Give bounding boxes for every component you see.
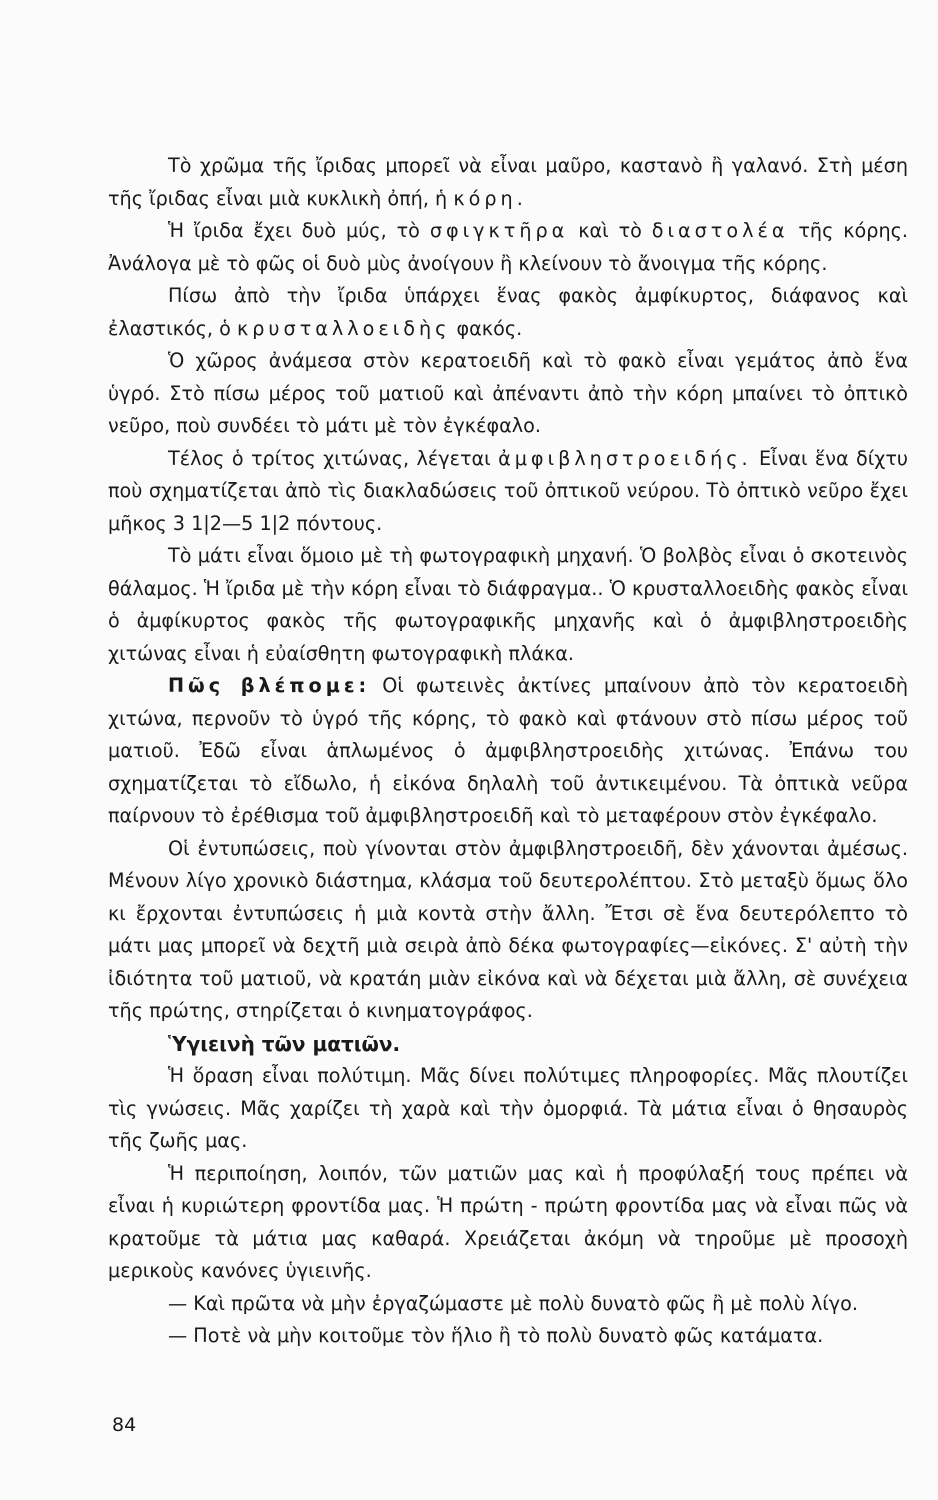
spaced-term-krystalloeidis: κρυσταλλοειδὴς [236,316,451,340]
paragraph-impressions: Οἱ ἐντυπώσεις, ποὺ γίνονται στὸν ἀμφιβληστροειδῆ, δὲν χάνονται ἀμέσως. Μένουν λίγο χρονικὸ διάστημα, κλάσμα τοῦ δευτερολέπτου. Στὸ μεταξὺ ὅμως ὅλο κι ἔρχονται ἐντυπώσεις ἡ μιὰ κοντὰ στὴν ἄλλη. Ἔτσι σὲ ἕνα δευτερόλεπτο τὸ μάτι μας μπορεῖ νὰ δεχτῆ μιὰ σειρὰ ἀπὸ δέκα φωτογραφίες—εἰκόνες. Σ' αὐτὴ τὴν ἰδιότητα τοῦ ματιοῦ, νὰ κρατάη μιὰν εἰκόνα καὶ νὰ δέχεται μιὰ ἄλλη, σὲ συνέχεια τῆς πρώτης, στηρίζεται ὁ κινηματογράφος. [108,836,908,1022]
rule-light: — Καὶ πρῶτα νὰ μὴν ἐργαζώμαστε μὲ πολὺ δυνατὸ φῶς ἢ μὲ πολὺ λίγο. [168,1291,858,1315]
rule-sun: — Ποτὲ νὰ μὴν κοιτοῦμε τὸν ἥλιο ἢ τὸ πολὺ δυνατὸ φῶς κατάματα. [168,1324,824,1347]
paragraph-camera-analogy: Τὸ μάτι εἶναι ὅμοιο μὲ τὴ φωτογραφικὴ μηχανή. Ὁ βολβὸς εἶναι ὁ σκοτεινὸς θάλαμος. Ἡ ἴριδα μὲ τὴν κόρη εἶναι τὸ διάφραγμα.. Ὁ κρυσταλλοειδὴς φακὸς εἶναι ὁ ἀμφίκυρτος φακὸς τῆς φωτογραφικῆς μηχανῆς καὶ ὁ ἀμφιβληστροειδὴς χιτώνας εἶναι ἡ εὐαίσθητη φωτογραφικὴ πλάκα. [108,544,908,665]
paragraph-iris-muscles: Ἡ ἴριδα ἔχει δυὸ μύς, τὸ σφιγκτῆρα καὶ τὸ διαστολέα τῆς κόρης. Ἀνάλογα μὲ τὸ φῶς οἱ δυὸ μὺς ἀνοίγουν ἢ κλείνουν τὸ ἄνοιγμα τῆς κόρης. [108,219,908,275]
paragraph-how-we-see: Πῶς βλέπομε: Οἱ φωτεινὲς ἀκτίνες μπαίνουν ἀπὸ τὸν κερατοειδὴ χιτώνα, περνοῦν τὸ ὑγρό τῆς κόρης, τὸ φακὸ καὶ φτάνουν στὸ πίσω μέρος τοῦ ματιοῦ. Ἐδῶ εἶναι ἁπλωμένος ὁ ἀμφιβληστροειδὴς χιτώνας. Ἐπάνω του σχηματίζεται τὸ εἴδωλο, ἡ εἰκόνα δηλαλὴ τοῦ ἀντικειμένου. Τὰ ὀπτικὰ νεῦρα παίρνουν τὸ ἐρέθισμα τοῦ ἀμφιβληστροειδῆ καὶ τὸ μεταφέρουν στὸν ἐγκέφαλο. [108,674,908,827]
spaced-term-amfivlistroeidis: ἀμφιβληστροειδής. [498,446,752,470]
spaced-term-sfigktira: σφιγκτῆρα [429,219,569,242]
section-heading: Ὑγιεινὴ τῶν ματιῶν. [168,1031,401,1056]
spaced-term-kori: κόρη. [453,186,527,210]
page-body [108,150,908,1353]
paragraph-lens: Πίσω ἀπὸ τὴν ἴριδα ὑπάρχει ἕνας φακὸς ἀμφίκυρτος, διάφανος καὶ ἐλαστικός, ὁ κρυσταλλοειδὴς φακός. [108,284,908,340]
paragraph-iris-color: Τὸ χρῶμα τῆς ἴριδας μπορεῖ νὰ εἶναι μαῦρο, καστανὸ ἢ γαλανό. Στὴ μέση τῆς ἴριδας εἶναι μιὰ κυκλικὴ ὀπή, ἡ κόρη. [108,154,908,210]
paragraph-optic-nerve: Ὁ χῶρος ἀνάμεσα στὸν κερατοειδῆ καὶ τὸ φακὸ εἶναι γεμάτος ἀπὸ ἕνα ὑγρό. Στὸ πίσω μέρος τοῦ ματιοῦ καὶ ἀπέναντι ἀπὸ τὴν κόρη μπαίνει τὸ ὀπτικὸ νεῦρο, ποὺ συνδέει τὸ μάτι μὲ τὸν ἐγκέφαλο. [108,349,908,437]
paragraph-eye-care: Ἡ περιποίηση, λοιπόν, τῶν ματιῶν μας καὶ ἡ προφύλαξή τους πρέπει νὰ εἶναι ἡ κυριώτερη φροντίδα μας. Ἡ πρώτη - πρώτη φροντίδα μας νὰ εἶναι πῶς νὰ κρατοῦμε τὰ μάτια μας καθαρά. Χρειάζεται ἀκόμη νὰ τηροῦμε μὲ προσοχὴ μερικοὺς κανόνες ὑγιεινῆς. [108,1161,908,1282]
page-number: 84 [112,1414,137,1436]
paragraph-retina: Τέλος ὁ τρίτος χιτώνας, λέγεται ἀμφιβληστροειδής. Εἶναι ἕνα δίχτυ ποὺ σχηματίζεται ἀπὸ τὶς διακλαδώσεις τοῦ ὀπτικοῦ νεύρου. Τὸ ὀπτικὸ νεῦρο ἔχει μῆκος 3 1|2—5 1|2 πόντους. [108,446,908,535]
bold-term-pos-vlepome: Πῶς βλέπομε: [168,674,371,697]
paragraph-vision-value: Ἡ ὅραση εἶναι πολύτιμη. Μᾶς δίνει πολύτιμες πληροφορίες. Μᾶς πλουτίζει τὶς γνώσεις. Μᾶς χαρίζει τὴ χαρὰ καὶ τὴν ὀμορφιά. Τὰ μάτια εἶναι ὁ θησαυρὸς τῆς ζωῆς μας. [108,1064,908,1152]
spaced-term-diastolea: διαστολέα [651,219,789,242]
